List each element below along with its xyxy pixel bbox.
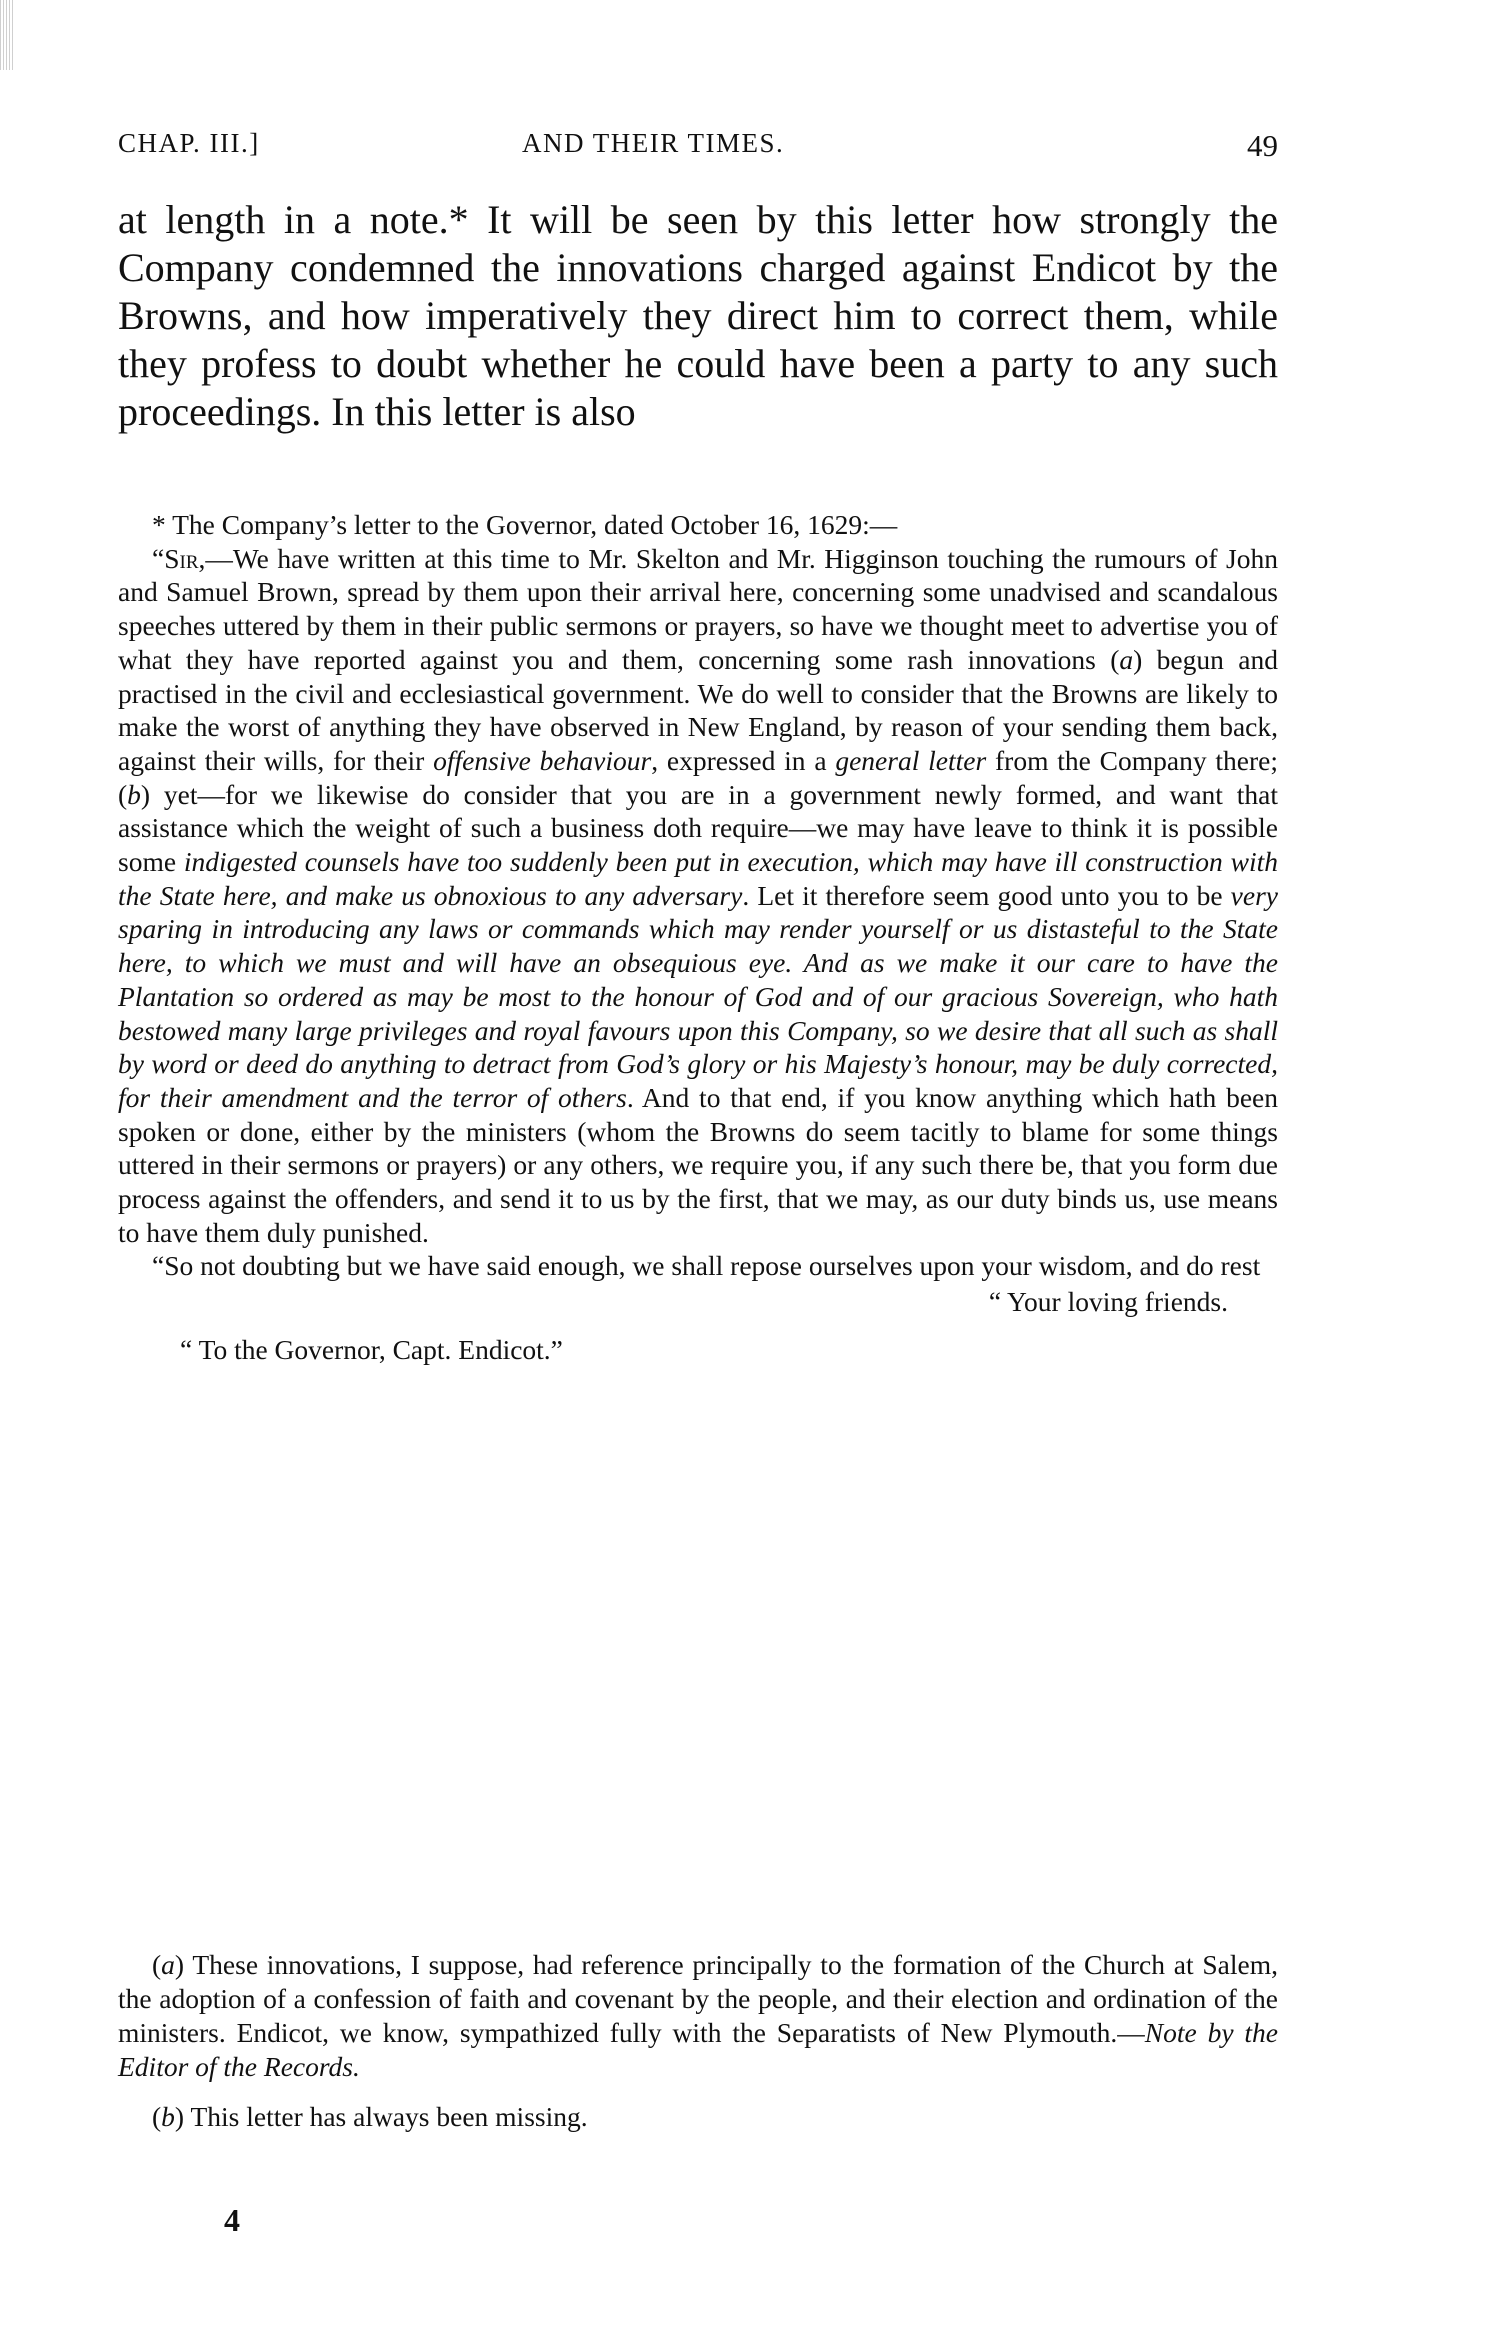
closing-paragraph: “So not doubting but we have said enough, we shall repose ourselves upon your wisdom, and do rest	[152, 1250, 1261, 1282]
ref-b: b	[127, 778, 141, 810]
salutation: Sir	[164, 542, 199, 574]
italic-indigested: indigested counsels have too suddenly been put in execution, which may have ill construction with the State here, and make us obnoxious to any adversary	[118, 846, 1278, 911]
signature-mark: 4	[224, 2202, 240, 2238]
editor-footnotes	[118, 1948, 1278, 2134]
italic-sparing: very sparing in introducing any laws or commands which may render yourself or us distasteful to the State here, to which we must and will have an obsequious eye. And as we make it our care to have the Plantation so ordered as may be most to the honour of God and of our gracious Sovereign, who hath bestowed many large privileges and royal favours upon this Company, so we desire that all such as shall by word or deed do anything to detract from God’s glory or his Majesty’s honour, may be duly corrected, for their amendment and the terror of others	[118, 879, 1278, 1113]
footnote-b: (b) This letter has always been missing.	[152, 2101, 588, 2132]
footnote-a-credit: Note by the Editor of the Records.	[118, 2017, 1278, 2082]
signoff: “ Your loving friends.	[988, 1286, 1228, 1318]
letter-body: “Sir,—We have written at this time to Mr. Skelton and Mr. Higginson touching the rumours of John and Samuel Brown, spread by them upon their arrival here, concerning some unadvised and scandalous speeches uttered by them in their public sermons or prayers, so have we thought meet to advertise you of what they have reported against you and them, concerning some rash innovations (a) begun and practised in the civil and ecclesiastical government. We do well to consider that the Browns are likely to make the worst of anything they have observed in New England, by reason of your sending them back, against their wills, for their offensive behaviour, expressed in a general letter from the Company there; (b) yet—for we likewise do consider that you are in a government newly formed, and want that assistance which the weight of such a business doth require—we may have leave to think it is possible some indigested counsels have too suddenly been put in execution, which may have ill construction with the State here, and make us obnoxious to any adversary. Let it therefore seem good unto you to be very sparing in introducing any laws or commands which may render yourself or us distasteful to the State here, to which we must and will have an obsequious eye. And as we make it our care to have the Plantation so ordered as may be most to the honour of God and of our gracious Sovereign, who hath bestowed many large privileges and royal favours upon this Company, so we desire that all such as shall by word or deed do anything to detract from God’s glory or his Majesty’s honour, may be duly corrected, for their amendment and the terror of others. And to that end, if you know anything which hath been spoken or done, either by the ministers (whom the Browns do seem tacitly to blame for some things uttered in their sermons or prayers) or any others, we require you, if any such there be, that you form due process against the offenders, and send it to us by the first, that we may, as our duty binds us, use means to have them duly punished.	[118, 542, 1279, 1248]
italic-general-letter: general letter	[835, 744, 987, 776]
page-number: 49	[1247, 128, 1278, 163]
main-paragraph: at length in a note.* It will be seen by this letter how strongly the Company condemned the innovations charged against Endicot by the Browns, and how imperatively they direct him to correct them, while they profess to doubt whether he could have been a party to any such proceedings. In this letter is also	[118, 197, 1278, 434]
letter-note	[118, 508, 1278, 1367]
italic-offensive: offensive behaviour	[433, 744, 652, 776]
chapter-label: CHAP. III.]	[118, 128, 260, 158]
running-title: AND THEIR TIMES.	[522, 128, 785, 158]
note-intro: * The Company’s letter to the Governor, dated October 16, 1629:—	[152, 509, 898, 540]
ref-a: a	[1119, 643, 1134, 675]
footnote-a: (a) These innovations, I suppose, had reference principally to the formation of the Church at Salem, the adoption of a confession of faith and covenant by the people, and their election and ordination of the ministers. Endicot, we know, sympathized fully with the Separatists of New Plymouth.—Note by the Editor of the Records.	[118, 1949, 1278, 2082]
address-line: “ To the Governor, Capt. Endicot.”	[180, 1333, 563, 1365]
scan-edge-artifact	[0, 0, 14, 70]
running-header	[118, 128, 1278, 168]
